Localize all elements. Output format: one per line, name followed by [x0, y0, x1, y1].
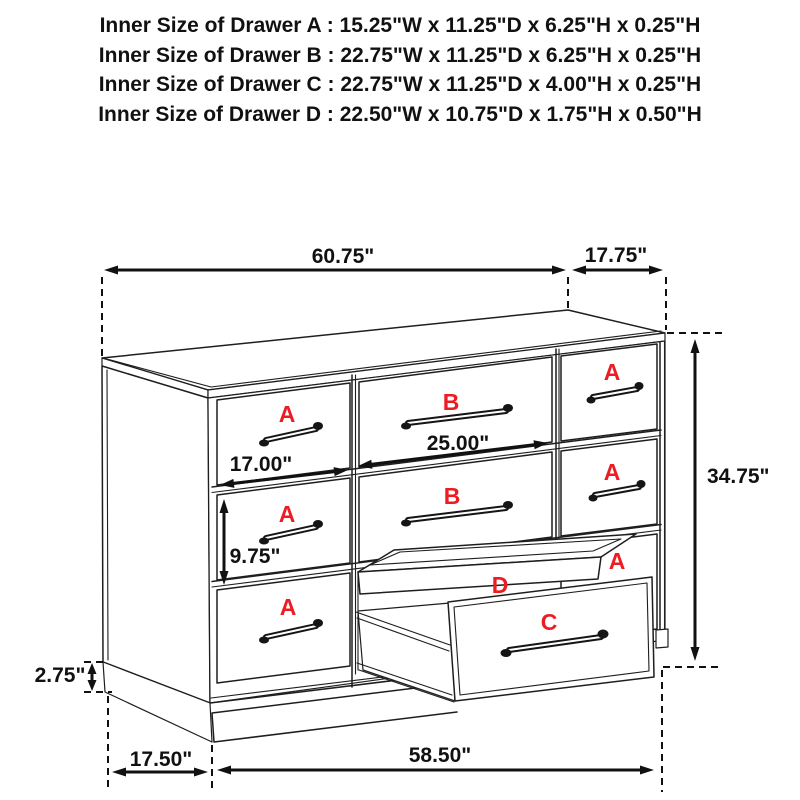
- dim-text-drawer-a-width: 17.00": [229, 453, 293, 476]
- label-a3-left: A: [279, 594, 297, 620]
- dim-text-overall-height: 34.75": [707, 465, 770, 488]
- label-d: D: [491, 572, 509, 598]
- drawer-front-a3-left: [217, 573, 350, 683]
- label-b1: B: [442, 389, 460, 415]
- header-line-drawer-d: Inner Size of Drawer D : 22.50"W x 10.75"D x 1.75"H x 0.50"H: [98, 103, 702, 126]
- dim-text-base-depth: 17.50": [129, 748, 193, 771]
- label-a1-left: A: [278, 401, 296, 427]
- label-a2-left: A: [278, 501, 296, 527]
- cabinet-left-side-panel: [102, 366, 210, 703]
- label-c: C: [540, 609, 558, 635]
- label-a2-right: A: [603, 459, 621, 485]
- dim-text-drawer-a-height: 9.75": [229, 545, 281, 568]
- header-text-block: [98, 14, 702, 126]
- header-line-drawer-c: Inner Size of Drawer C : 22.75"W x 11.25"D x 4.00"H x 0.25"H: [98, 73, 702, 96]
- dim-text-base-width: 58.50": [408, 744, 472, 767]
- label-a3-right: A: [608, 548, 626, 574]
- dim-text-base-height: 2.75": [34, 664, 86, 687]
- right-foot: [656, 629, 668, 648]
- dim-text-drawer-b-width: 25.00": [426, 432, 490, 455]
- dim-text-top-depth: 17.75": [584, 244, 648, 267]
- header-line-drawer-a: Inner Size of Drawer A : 15.25"W x 11.25"D x 6.25"H x 0.25"H: [99, 14, 701, 37]
- dim-text-top-width: 60.75": [311, 245, 375, 268]
- label-a1-right: A: [603, 359, 621, 385]
- label-b2: B: [443, 483, 461, 509]
- header-line-drawer-b: Inner Size of Drawer B : 22.75"W x 11.25"D x 6.25"H x 0.25"H: [98, 44, 702, 67]
